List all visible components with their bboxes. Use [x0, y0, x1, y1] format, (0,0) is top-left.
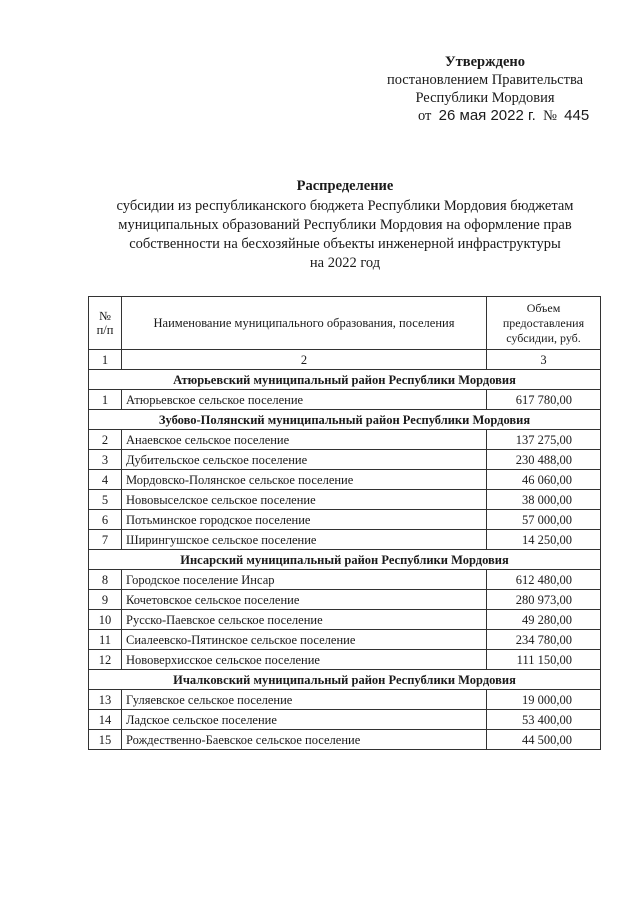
heading-line-3: собственности на бесхозяйные объекты инженерной инфраструктуры	[129, 236, 561, 252]
settlement-name: Рождественно-Баевское сельское поселение	[122, 730, 487, 750]
subsidy-amount: 53 400,00	[487, 710, 601, 730]
subsidy-amount: 57 000,00	[487, 510, 601, 530]
row-number: 15	[89, 730, 122, 750]
approval-date: 26 мая 2022 г.	[438, 107, 536, 124]
settlement-name: Атюрьевское сельское поселение	[122, 390, 487, 410]
row-number: 2	[89, 430, 122, 450]
district-name: Инсарский муниципальный район Республики Мордовия	[89, 550, 601, 570]
subsidy-amount: 617 780,00	[487, 390, 601, 410]
approval-title: Утверждено	[445, 54, 525, 70]
row-number: 5	[89, 490, 122, 510]
distribution-table	[88, 296, 601, 750]
settlement-name: Нововерхисское сельское поселение	[122, 650, 487, 670]
subsidy-amount: 14 250,00	[487, 530, 601, 550]
table-row	[89, 510, 601, 530]
approval-number: 445	[564, 107, 590, 124]
settlement-name: Ладское сельское поселение	[122, 710, 487, 730]
table-header-row	[89, 297, 601, 350]
header-amount: Объем предоставления субсидии, руб.	[487, 297, 601, 350]
row-number: 9	[89, 590, 122, 610]
row-number: 12	[89, 650, 122, 670]
header-number: № п/п	[89, 297, 122, 350]
table-row	[89, 470, 601, 490]
district-name: Зубово-Полянский муниципальный район Республики Мордовия	[89, 410, 601, 430]
index-cell-2: 2	[122, 350, 487, 370]
settlement-name: Мордовско-Полянское сельское поселение	[122, 470, 487, 490]
date-prefix: от	[418, 108, 432, 124]
row-number: 13	[89, 690, 122, 710]
settlement-name: Дубительское сельское поселение	[122, 450, 487, 470]
row-number: 4	[89, 470, 122, 490]
table-row	[89, 490, 601, 510]
subsidy-amount: 111 150,00	[487, 650, 601, 670]
table-row	[89, 590, 601, 610]
approval-line-2: Республики Мордовия	[415, 90, 555, 106]
row-number: 14	[89, 710, 122, 730]
row-number: 10	[89, 610, 122, 630]
settlement-name: Нововыселское сельское поселение	[122, 490, 487, 510]
row-number: 1	[89, 390, 122, 410]
row-number: 8	[89, 570, 122, 590]
table-row	[89, 650, 601, 670]
heading-line-2: муниципальных образований Республики Мордовия на оформление прав	[118, 217, 572, 233]
heading-line-4: на 2022 год	[309, 255, 381, 271]
district-row	[89, 550, 601, 570]
settlement-name: Сиалеевско-Пятинское сельское поселение	[122, 630, 487, 650]
row-number: 7	[89, 530, 122, 550]
subsidy-amount: 137 275,00	[487, 430, 601, 450]
table-row	[89, 570, 601, 590]
table-row	[89, 450, 601, 470]
table-row	[89, 630, 601, 650]
settlement-name: Потьминское городское поселение	[122, 510, 487, 530]
index-cell-1: 1	[89, 350, 122, 370]
heading-line-1: субсидии из республиканского бюджета Республики Мордовия бюджетам	[116, 198, 574, 214]
approval-line-1: постановлением Правительства	[386, 72, 584, 88]
header-name: Наименование муниципального образования, поселения	[122, 297, 487, 350]
row-number: 3	[89, 450, 122, 470]
subsidy-amount: 38 000,00	[487, 490, 601, 510]
district-row	[89, 410, 601, 430]
subsidy-amount: 280 973,00	[487, 590, 601, 610]
settlement-name: Гуляевское сельское поселение	[122, 690, 487, 710]
table-row	[89, 710, 601, 730]
table-row	[89, 610, 601, 630]
district-name: Атюрьевский муниципальный район Республики Мордовия	[89, 370, 601, 390]
table-row	[89, 430, 601, 450]
document-heading	[60, 177, 630, 273]
number-sign: №	[543, 108, 557, 124]
settlement-name: Городское поселение Инсар	[122, 570, 487, 590]
table-row	[89, 530, 601, 550]
row-number: 6	[89, 510, 122, 530]
district-row	[89, 370, 601, 390]
subsidy-amount: 612 480,00	[487, 570, 601, 590]
index-cell-3: 3	[487, 350, 601, 370]
document-title: Распределение	[296, 178, 394, 194]
row-number: 11	[89, 630, 122, 650]
subsidy-amount: 44 500,00	[487, 730, 601, 750]
table-row	[89, 730, 601, 750]
table-row	[89, 690, 601, 710]
settlement-name: Кочетовское сельское поселение	[122, 590, 487, 610]
subsidy-amount: 46 060,00	[487, 470, 601, 490]
subsidy-amount: 19 000,00	[487, 690, 601, 710]
table-row	[89, 390, 601, 410]
district-row	[89, 670, 601, 690]
subsidy-amount: 230 488,00	[487, 450, 601, 470]
district-name: Ичалковский муниципальный район Республики Мордовия	[89, 670, 601, 690]
approval-date-line	[360, 107, 610, 125]
subsidy-amount: 49 280,00	[487, 610, 601, 630]
subsidy-amount: 234 780,00	[487, 630, 601, 650]
settlement-name: Анаевское сельское поселение	[122, 430, 487, 450]
settlement-name: Ширингушское сельское поселение	[122, 530, 487, 550]
settlement-name: Русско-Паевское сельское поселение	[122, 610, 487, 630]
table-index-row	[89, 350, 601, 370]
approval-stamp	[360, 53, 610, 125]
